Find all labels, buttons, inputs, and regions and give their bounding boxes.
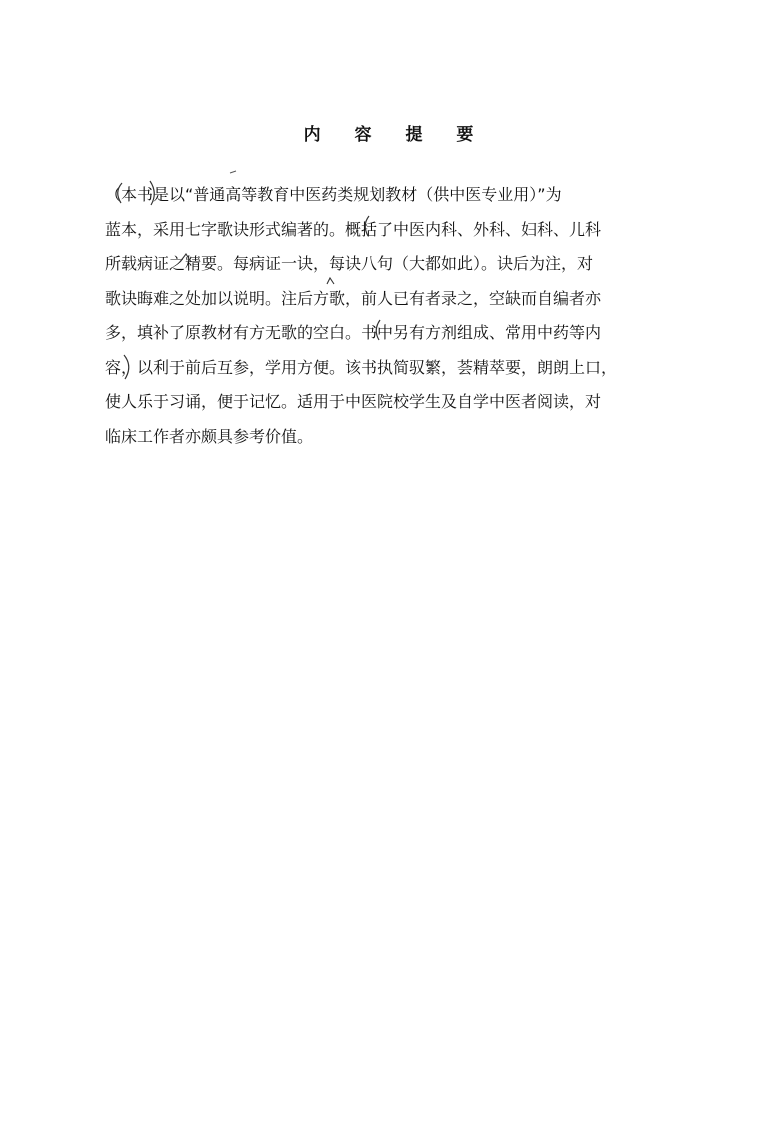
text-line-8: 临床工作者亦颇具参考价值。: [105, 426, 314, 446]
tick-mark: [230, 171, 236, 173]
text-line-6: 容，以利于前后互参，学用方便。该书执简驭繁，荟精萃要，朗朗上口，: [105, 357, 618, 377]
text-line-3: 所载病证之精要。每病证一诀，每诀八句（大都如此）。诀后为注，对: [105, 254, 594, 273]
text-line-2: 蓝本，采用七字歌诀形式编著的。概括了中医内科、外科、妇科、儿科: [105, 219, 602, 239]
summary-text: [105, 178, 645, 454]
page-title: 内 容 提 要: [303, 125, 488, 145]
text-line-4: 歌诀晦难之处加以说明。注后方歌，前人已有者录之，空缺而自编者亦: [105, 288, 602, 308]
text-line-1: （本书是以“普通高等教育中医药类规划教材（供中医专业用）”为: [105, 185, 562, 204]
text-line-5: 多，填补了原教材有方无歌的空白。书中另有方剂组成、常用中药等内: [105, 323, 602, 342]
text-line-7: 使人乐于习诵，便于记忆。适用于中医院校学生及自学中医者阅读，对: [105, 392, 602, 411]
